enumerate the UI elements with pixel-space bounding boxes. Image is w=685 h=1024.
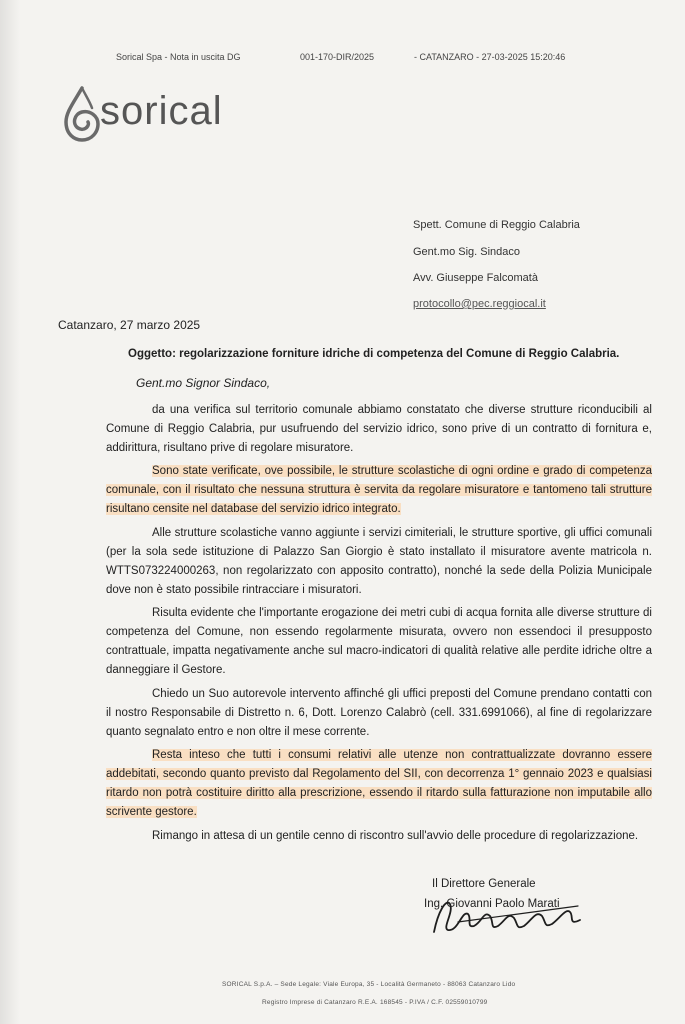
recipient-pec: protocollo@pec.reggiocal.it: [413, 298, 546, 310]
signatory-title: Il Direttore Generale: [432, 878, 536, 890]
signatory-name: Ing. Giovanni Paolo Marati: [424, 898, 560, 910]
paragraph-4: Risulta evidente che l'importante erogazione dei metri cubi di acqua fornita alle diverse strutture di competenza del Comune, non essendo regolarmente misurata, ovvero non essendoci il presupposto contrattuale, impatta negativamente anche sul macro-indicatori di qualità relative alle perdite idriche oltre a danneggiare il Gestore.: [106, 607, 652, 676]
subject-label: Oggetto:: [128, 348, 176, 360]
highlighted-text: Resta inteso che tutti i consumi relativi alle utenze non contrattualizzate dovranno essere addebitati, secondo quanto previsto dal Regolamento del SII, con decorrenza 1° gennaio 2023 e qualsiasi ritardo non potrà costituire diritto alla prescrizione, essendo il ritardo sulla fatturazione non imputabile allo scrivente gestore.: [106, 749, 652, 818]
handwritten-signature: [428, 892, 588, 938]
recipient-line-1: Spett. Comune di Reggio Calabria: [413, 219, 580, 231]
logo-wordmark: sorical: [100, 89, 223, 133]
recipient-line-3: Avv. Giuseppe Falcomatà: [413, 272, 538, 284]
paragraph-1: da una verifica sul territorio comunale abbiamo constatato che diverse strutture riconducibili al Comune di Reggio Calabria, pur usufruendo del servizio idrico, sono prive di un contratto di fornitura e, addirittura, risultano prive di regolare misuratore.: [106, 404, 652, 454]
greeting: Gent.mo Signor Sindaco,: [136, 376, 271, 390]
subject-line: [128, 348, 648, 360]
footer-line-2: Registro Imprese di Catanzaro R.E.A. 168545 - P.IVA / C.F. 02559010799: [262, 999, 488, 1006]
highlighted-text: Sono state verificate, ove possibile, le strutture scolastiche di ogni ordine e grado di competenza comunale, con il risultato che nessuna struttura è servita da regolare misuratore e tantomeno tali strutture risultano censite nel database del servizio idrico integrato.: [106, 465, 652, 515]
paragraph-5: Chiedo un Suo autorevole intervento affinché gli uffici preposti del Comune prendano contatti con il nostro Responsabile di Distretto n. 6, Dott. Lorenzo Calabrò (cell. 331.6991066), al fine di regolarizzare quanto segnalato entro e non oltre il mese corrente.: [106, 688, 652, 738]
recipient-line-2: Gent.mo Sig. Sindaco: [413, 246, 521, 258]
header-location-time: - CATANZARO - 27-03-2025 15:20:46: [414, 52, 566, 62]
paragraph-7: Rimango in attesa di un gentile cenno di riscontro sull'avvio delle procedure di regolarizzazione.: [152, 830, 639, 842]
header-company-note: Sorical Spa - Nota in uscita DG: [116, 52, 241, 62]
paragraph-3: Alle strutture scolastiche vanno aggiunte i servizi cimiteriali, le strutture sportive, gli uffici comunali (per la sola sede istituzione di Palazzo San Giorgio è stato installato il misuratore avente matricola n. WTTS073224000263, non regolarizzato con apposito contratto), nonché la sede della Polizia Municipale dove non è stato possibile rintracciare i misuratori.: [106, 527, 652, 596]
footer-line-1: SORICAL S.p.A. – Sede Legale: Viale Europa, 35 - Località Germaneto - 88063 Catanzaro Lido: [222, 981, 516, 988]
paragraph-2: [106, 462, 652, 519]
paragraph-6: [106, 746, 652, 822]
date-line: Catanzaro, 27 marzo 2025: [58, 318, 201, 332]
header-protocol: 001-170-DIR/2025: [300, 52, 375, 62]
subject-text: regolarizzazione forniture idriche di competenza del Comune di Reggio Calabria.: [179, 348, 620, 360]
